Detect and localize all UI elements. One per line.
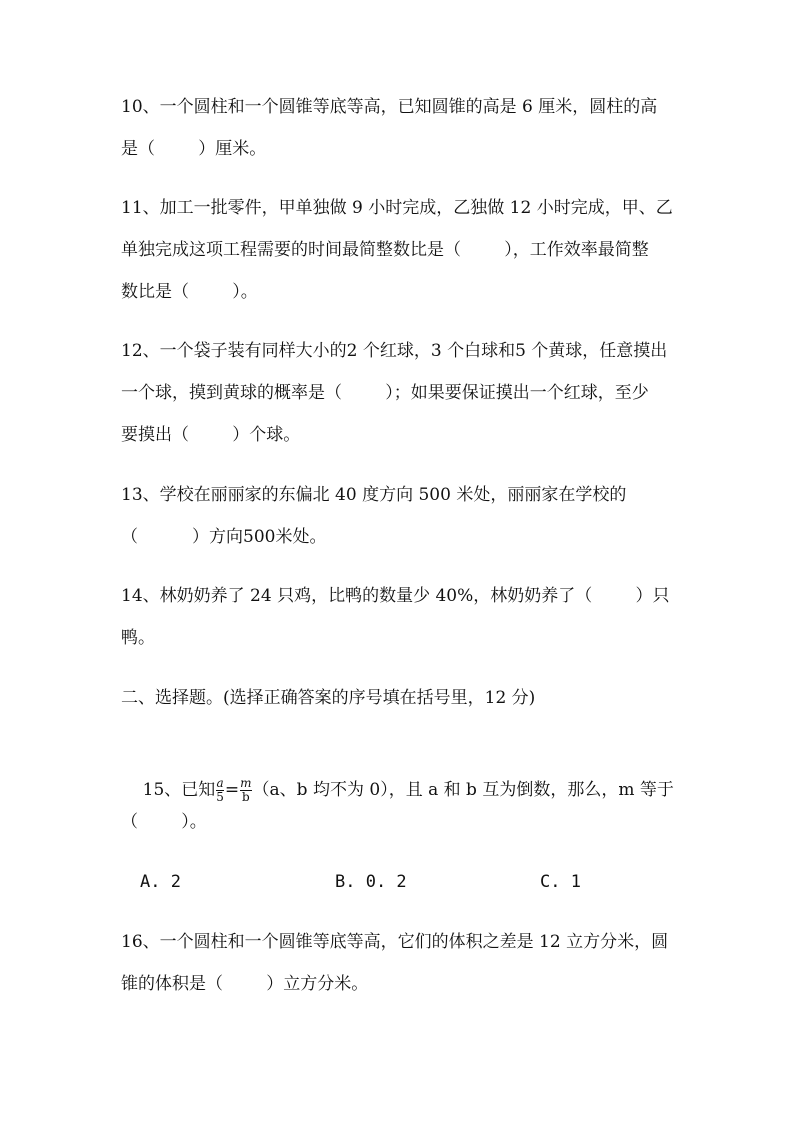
q15-frac2-numerator: m: [240, 776, 252, 790]
q12-line-2: 一个球，摸到黄球的概率是（ ）；如果要保证摸出一个红球，至少: [121, 383, 649, 403]
q16-line-1: 16、一个圆柱和一个圆锥等底等高，它们的体积之差是 12 立方分米，圆: [121, 932, 669, 952]
q11-line-2: 单独完成这项工程需要的时间最简整数比是（ ），工作效率最简整: [121, 240, 649, 260]
q15-frac2-denominator: b: [242, 790, 250, 804]
q15-fraction-m-over-b: [240, 777, 251, 804]
q14-line-1: 14、林奶奶养了 24 只鸡，比鸭的数量少 40%，林奶奶养了（ ）只: [121, 586, 670, 606]
q12-line-3: 要摸出（ ）个球。: [121, 425, 301, 445]
q16-line-2: 锥的体积是（ ）立方分米。: [121, 974, 369, 994]
q12-line-1: 12、一个袋子装有同样大小的2 个红球，3 个白球和5 个黄球，任意摸出: [121, 341, 668, 361]
q15-option-c: C. 1: [540, 872, 581, 892]
q11-line-1: 11、加工一批零件，甲单独做 9 小时完成，乙独做 12 小时完成，甲、乙: [121, 198, 673, 218]
q15-frac1-denominator: 5: [216, 790, 224, 804]
section-2-heading: 二、选择题。(选择正确答案的序号填在括号里，12 分): [121, 688, 536, 708]
q14-line-2: 鸭。: [121, 628, 155, 648]
q13-line-1: 13、学校在丽丽家的东偏北 40 度方向 500 米处，丽丽家在学校的: [121, 485, 627, 505]
q15-fraction-a-over-5: [216, 777, 224, 804]
q15-frac1-numerator: a: [216, 776, 224, 790]
q13-line-2: （ ）方向500米处。: [121, 527, 327, 547]
q15-line-2: （ ）。: [121, 812, 207, 832]
q15-equals: =: [224, 780, 240, 800]
q15-suffix: （a、b 均不为 0），且 a 和 b 互为倒数，那么，m 等于: [252, 780, 674, 800]
q10-line-1: 10、一个圆柱和一个圆锥等底等高，已知圆锥的高是 6 厘米，圆柱的高: [121, 97, 658, 117]
q15-option-b: B. 0. 2: [335, 872, 407, 892]
q15-prefix: 15、已知: [142, 780, 216, 800]
q11-line-3: 数比是（ ）。: [121, 282, 258, 302]
q10-line-2: 是（ ）厘米。: [121, 139, 267, 159]
q15-option-a: A. 2: [140, 872, 181, 892]
